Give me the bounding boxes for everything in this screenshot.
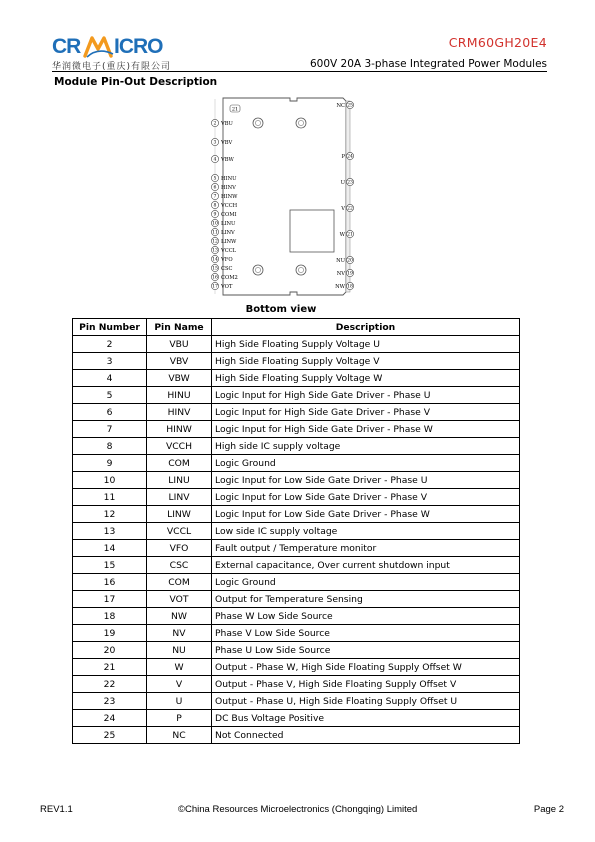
description-cell: Output - Phase W, High Side Floating Supply Offset W <box>212 659 520 676</box>
pin-name-label: LINW <box>221 238 237 245</box>
pin-10 <box>211 219 236 226</box>
pin-name-cell: NC <box>147 727 212 744</box>
pin-number-cell: 15 <box>73 557 147 574</box>
pin-number-label: 9 <box>213 212 217 218</box>
table-row <box>73 421 520 438</box>
pin-name-cell: VOT <box>147 591 212 608</box>
pin-number-cell: 14 <box>73 540 147 557</box>
pin-name-label: NV <box>336 270 345 277</box>
pin-number-label: 17 <box>212 284 218 290</box>
table-row <box>73 676 520 693</box>
pin-number-label: 6 <box>213 185 217 191</box>
table-row <box>73 625 520 642</box>
pin-name-cell: LINW <box>147 506 212 523</box>
document-subtitle: 600V 20A 3-phase Integrated Power Modules <box>310 58 547 70</box>
table-row <box>73 574 520 591</box>
pin-name-label: NW <box>335 283 345 290</box>
description-cell: Logic Input for High Side Gate Driver - Phase V <box>212 404 520 421</box>
pin-number-label: 7 <box>213 194 217 200</box>
pin-name-cell: LINU <box>147 472 212 489</box>
pin-number-label: 16 <box>212 275 218 281</box>
pin-name-cell: VBU <box>147 336 212 353</box>
thermal-pad <box>290 210 334 252</box>
table-row <box>73 642 520 659</box>
pin-name-label: V <box>341 205 345 212</box>
description-cell: Logic Ground <box>212 574 520 591</box>
pin-number-label: 11 <box>212 230 218 236</box>
description-cell: High side IC supply voltage <box>212 438 520 455</box>
copyright: ©China Resources Microelectronics (Chongqing) Limited <box>178 804 418 815</box>
table-row <box>73 710 520 727</box>
pin-name-label: HINW <box>221 193 238 200</box>
pin-name-label: LINU <box>221 220 236 227</box>
table-row <box>73 370 520 387</box>
pin-name-cell: VFO <box>147 540 212 557</box>
header-description: Description <box>212 319 520 336</box>
pin-3 <box>211 138 232 145</box>
pin-20 <box>336 256 354 263</box>
pin-12 <box>211 237 237 244</box>
pin-description-table <box>72 318 520 744</box>
pin-number-label: 5 <box>213 176 217 182</box>
description-cell: Output for Temperature Sensing <box>212 591 520 608</box>
description-cell: DC Bus Voltage Positive <box>212 710 520 727</box>
pin-number-label: 23 <box>347 180 353 186</box>
pin-name-cell: HINU <box>147 387 212 404</box>
pin-18 <box>335 282 353 289</box>
pin-name-cell: COM <box>147 574 212 591</box>
pin-name-cell: VBW <box>147 370 212 387</box>
pin-number-label: 12 <box>212 239 218 245</box>
pin-number-cell: 22 <box>73 676 147 693</box>
pin-number-label: 22 <box>347 206 353 212</box>
pin-name-label: VFO <box>221 256 233 263</box>
table-row <box>73 336 520 353</box>
description-cell: Phase U Low Side Source <box>212 642 520 659</box>
pin-name-label: VBU <box>221 120 233 127</box>
pin-number-cell: 13 <box>73 523 147 540</box>
pin-number-cell: 21 <box>73 659 147 676</box>
pin-number-cell: 2 <box>73 336 147 353</box>
page-number: Page 2 <box>533 804 564 815</box>
table-row <box>73 693 520 710</box>
pin-name-cell: U <box>147 693 212 710</box>
pin-24 <box>342 152 354 159</box>
pin-name-label: VCCH <box>221 202 238 209</box>
pin-number-cell: 16 <box>73 574 147 591</box>
pin-number-label: 13 <box>212 248 218 254</box>
logo-m-mark <box>85 38 113 57</box>
pin-name-label: VBV <box>221 139 233 146</box>
table-row <box>73 438 520 455</box>
pin-name-label: W <box>339 231 345 238</box>
pin-number-label: 8 <box>213 203 217 209</box>
description-cell: Not Connected <box>212 727 520 744</box>
description-cell: High Side Floating Supply Voltage W <box>212 370 520 387</box>
pin-number-cell: 23 <box>73 693 147 710</box>
table-header-row <box>73 319 520 336</box>
pin-name-cell: VCCL <box>147 523 212 540</box>
pin-name-label: VOT <box>221 283 233 290</box>
table-row <box>73 727 520 744</box>
pin-number-cell: 5 <box>73 387 147 404</box>
table-row <box>73 472 520 489</box>
company-name-chinese: 华润微电子(重庆)有限公司 <box>52 62 172 72</box>
description-cell: Fault output / Temperature monitor <box>212 540 520 557</box>
description-cell: Logic Input for High Side Gate Driver - Phase W <box>212 421 520 438</box>
diagram-caption: Bottom view <box>245 304 317 315</box>
svg-text:ICRO: ICRO <box>114 35 163 58</box>
pin-number-cell: 11 <box>73 489 147 506</box>
pin-number-cell: 9 <box>73 455 147 472</box>
description-cell: High Side Floating Supply Voltage U <box>212 336 520 353</box>
pin-number-label: 18 <box>347 284 353 290</box>
pin-number-cell: 12 <box>73 506 147 523</box>
pin-name-label: HINV <box>221 184 236 191</box>
top-marker <box>230 105 240 113</box>
pin-number-label: 10 <box>212 221 218 227</box>
pin-number-cell: 8 <box>73 438 147 455</box>
pin-name-label: LINV <box>221 229 235 236</box>
table-row <box>73 523 520 540</box>
description-cell: Logic Ground <box>212 455 520 472</box>
pin-number-cell: 25 <box>73 727 147 744</box>
header-divider <box>52 71 547 72</box>
pin-name-cell: COM <box>147 455 212 472</box>
pin-name-cell: NW <box>147 608 212 625</box>
header-pin-number: Pin Number <box>73 319 147 336</box>
pin-name-cell: W <box>147 659 212 676</box>
pin-number-cell: 19 <box>73 625 147 642</box>
pin-number-cell: 10 <box>73 472 147 489</box>
pin-name-cell: V <box>147 676 212 693</box>
pin-name-cell: HINW <box>147 421 212 438</box>
pin-number-cell: 18 <box>73 608 147 625</box>
pin-number-label: 15 <box>212 266 218 272</box>
pin-number-label: 3 <box>213 140 217 146</box>
pin-16 <box>211 273 237 280</box>
description-cell: Logic Input for Low Side Gate Driver - Phase U <box>212 472 520 489</box>
pin-name-cell: NV <box>147 625 212 642</box>
description-cell: Phase V Low Side Source <box>212 625 520 642</box>
header-pin-name: Pin Name <box>147 319 212 336</box>
pin-name-label: P <box>341 153 345 160</box>
pin-4 <box>211 155 234 162</box>
pin-name-label: HINU <box>221 175 237 182</box>
pin-number-cell: 17 <box>73 591 147 608</box>
description-cell: Output - Phase V, High Side Floating Supply Offset V <box>212 676 520 693</box>
pin-name-cell: VBV <box>147 353 212 370</box>
pin-14 <box>211 255 232 262</box>
pin-name-label: NU <box>336 257 345 264</box>
table-row <box>73 540 520 557</box>
description-cell: Low side IC supply voltage <box>212 523 520 540</box>
pin-number-cell: 6 <box>73 404 147 421</box>
pin-number-label: 21 <box>347 232 353 238</box>
pin-name-label: VCCL <box>221 247 237 254</box>
pin-6 <box>211 183 236 190</box>
pinout-diagram <box>205 96 355 296</box>
table-row <box>73 489 520 506</box>
table-row <box>73 557 520 574</box>
table-row <box>73 404 520 421</box>
pin-number-label: 14 <box>212 257 218 263</box>
pin-name-cell: LINV <box>147 489 212 506</box>
pin-9 <box>211 210 236 217</box>
pin-8 <box>211 201 237 208</box>
table-row <box>73 591 520 608</box>
pin-name-label: NC <box>336 102 345 109</box>
description-cell: High Side Floating Supply Voltage V <box>212 353 520 370</box>
revision: REV1.1 <box>40 804 73 815</box>
pin-15 <box>211 264 232 271</box>
pin-name-cell: P <box>147 710 212 727</box>
pin-name-label: CSC <box>221 265 233 272</box>
pin-number-cell: 24 <box>73 710 147 727</box>
table-row <box>73 608 520 625</box>
table-row <box>73 659 520 676</box>
pin-number-cell: 4 <box>73 370 147 387</box>
pin-13 <box>211 246 236 253</box>
pin-11 <box>211 228 235 235</box>
section-title: Module Pin-Out Description <box>54 76 218 88</box>
description-cell: Logic Input for High Side Gate Driver - Phase U <box>212 387 520 404</box>
pin-7 <box>211 192 238 199</box>
table-row <box>73 506 520 523</box>
pin-5 <box>211 174 237 181</box>
pin-number-cell: 3 <box>73 353 147 370</box>
pin-17 <box>211 282 233 289</box>
pin-name-cell: HINV <box>147 404 212 421</box>
description-cell: Logic Input for Low Side Gate Driver - Phase W <box>212 506 520 523</box>
description-cell: Logic Input for Low Side Gate Driver - Phase V <box>212 489 520 506</box>
table-row <box>73 455 520 472</box>
description-cell: Output - Phase U, High Side Floating Supply Offset U <box>212 693 520 710</box>
pin-name-cell: NU <box>147 642 212 659</box>
pin-number-label: 19 <box>347 271 353 277</box>
svg-text:CR: CR <box>52 35 81 58</box>
description-cell: External capacitance, Over current shutdown input <box>212 557 520 574</box>
company-logo <box>52 33 184 59</box>
pin-number-label: 24 <box>347 154 353 160</box>
pin-name-cell: VCCH <box>147 438 212 455</box>
table-row <box>73 387 520 404</box>
pin-number-label: 25 <box>347 103 353 109</box>
pin-number-cell: 7 <box>73 421 147 438</box>
pin-number-cell: 20 <box>73 642 147 659</box>
marker-label: 21 <box>231 106 239 113</box>
pin-name-label: U <box>340 179 345 186</box>
pin-number-label: 4 <box>213 157 217 163</box>
description-cell: Phase W Low Side Source <box>212 608 520 625</box>
pin-number-label: 2 <box>213 121 217 127</box>
pin-name-cell: CSC <box>147 557 212 574</box>
pin-23 <box>341 178 354 185</box>
pin-2 <box>211 119 233 126</box>
pin-number-label: 20 <box>347 258 353 264</box>
part-number: CRM60GH20E4 <box>448 35 547 50</box>
table-row <box>73 353 520 370</box>
pin-name-label: VBW <box>221 156 234 163</box>
pin-name-label: COM2 <box>221 274 238 281</box>
pin-name-label: COMI <box>221 211 237 218</box>
